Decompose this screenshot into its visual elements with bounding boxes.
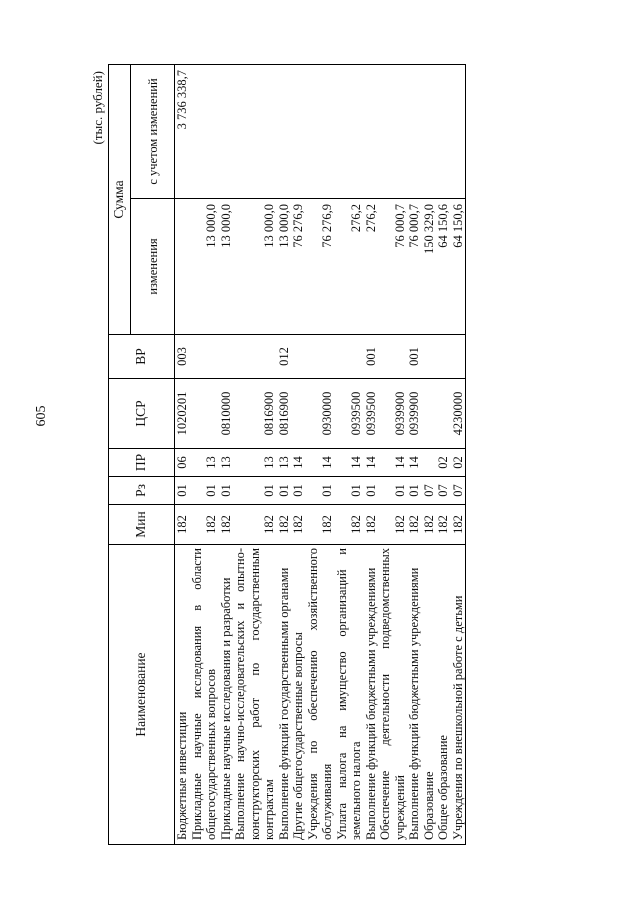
cell-pr: 02 xyxy=(436,449,451,477)
cell-total xyxy=(451,64,466,198)
cell-name: Выполнение функций бюджетными учреждениями xyxy=(407,545,422,845)
table-body xyxy=(175,64,466,844)
cell-vr xyxy=(233,335,277,379)
cell-total xyxy=(233,64,277,198)
cell-rz: 01 xyxy=(306,477,335,505)
table-row xyxy=(277,64,292,844)
cell-min: 182 xyxy=(306,505,335,545)
header-min: Мин xyxy=(109,505,175,545)
cell-min: 182 xyxy=(233,505,277,545)
cell-vr xyxy=(378,335,407,379)
cell-changes: 13 000,0 xyxy=(277,199,292,335)
table-row xyxy=(422,64,437,844)
cell-rz: 07 xyxy=(422,477,437,505)
header-rz: Рз xyxy=(109,477,175,505)
cell-rz: 01 xyxy=(190,477,219,505)
cell-min: 182 xyxy=(364,505,379,545)
cell-changes: 13 000,0 xyxy=(219,199,234,335)
cell-csr: 1020201 xyxy=(175,379,190,449)
cell-csr: 0939500 xyxy=(335,379,364,449)
table-row xyxy=(378,64,407,844)
cell-csr: 0816900 xyxy=(233,379,277,449)
cell-rz: 07 xyxy=(451,477,466,505)
table-row xyxy=(335,64,364,844)
rotated-page-content xyxy=(90,65,630,845)
cell-min: 182 xyxy=(378,505,407,545)
cell-vr xyxy=(306,335,335,379)
cell-pr: 14 xyxy=(335,449,364,477)
table-row xyxy=(306,64,335,844)
cell-rz: 01 xyxy=(277,477,292,505)
cell-name: Бюджетные инвестиции xyxy=(175,545,190,845)
cell-name: Прикладные научные исследования и разработки xyxy=(219,545,234,845)
cell-rz: 01 xyxy=(378,477,407,505)
cell-csr: 0939900 xyxy=(378,379,407,449)
cell-rz: 01 xyxy=(335,477,364,505)
cell-min: 182 xyxy=(451,505,466,545)
cell-pr: 06 xyxy=(175,449,190,477)
cell-total xyxy=(277,64,292,198)
table-row xyxy=(407,64,422,844)
table-row xyxy=(233,64,277,844)
cell-name: Общее образование xyxy=(436,545,451,845)
cell-rz: 01 xyxy=(219,477,234,505)
cell-pr: 13 xyxy=(233,449,277,477)
cell-vr: 012 xyxy=(277,335,292,379)
header-changes: изменения xyxy=(131,199,175,335)
cell-total xyxy=(190,64,219,198)
units-label: (тыс. рублей) xyxy=(90,71,105,145)
cell-vr: 003 xyxy=(175,335,190,379)
cell-rz: 01 xyxy=(364,477,379,505)
cell-total: 3 736 338,7 xyxy=(175,64,190,198)
cell-total xyxy=(436,64,451,198)
cell-pr: 13 xyxy=(219,449,234,477)
cell-vr xyxy=(436,335,451,379)
cell-vr xyxy=(219,335,234,379)
cell-changes: 76 276,9 xyxy=(291,199,306,335)
header-csr: ЦСР xyxy=(109,379,175,449)
cell-min: 182 xyxy=(190,505,219,545)
cell-changes: 13 000,0 xyxy=(233,199,277,335)
table-row xyxy=(436,64,451,844)
cell-csr: 0939900 xyxy=(407,379,422,449)
cell-changes: 150 329,0 xyxy=(422,199,437,335)
cell-csr xyxy=(422,379,437,449)
cell-name: Другие общегосударственные вопросы xyxy=(291,545,306,845)
table-row xyxy=(451,64,466,844)
cell-name: Образование xyxy=(422,545,437,845)
cell-pr: 14 xyxy=(364,449,379,477)
cell-name: Выполнение научно-исследовательских и опытно-конструкторских работ по государственным контрактам xyxy=(233,545,277,845)
cell-pr: 14 xyxy=(306,449,335,477)
table-row xyxy=(175,64,190,844)
header-with-changes: с учетом изменений xyxy=(131,64,175,198)
cell-changes: 276,2 xyxy=(335,199,364,335)
cell-total xyxy=(335,64,364,198)
cell-changes: 76 000,7 xyxy=(407,199,422,335)
cell-pr: 14 xyxy=(378,449,407,477)
cell-min: 182 xyxy=(175,505,190,545)
cell-csr xyxy=(190,379,219,449)
cell-csr: 4230000 xyxy=(451,379,466,449)
cell-vr xyxy=(422,335,437,379)
table-row xyxy=(364,64,379,844)
cell-changes: 13 000,0 xyxy=(190,199,219,335)
cell-name: Выполнение функций государственными органами xyxy=(277,545,292,845)
cell-rz: 01 xyxy=(291,477,306,505)
cell-rz: 01 xyxy=(175,477,190,505)
cell-changes: 64 150,6 xyxy=(436,199,451,335)
cell-min: 182 xyxy=(219,505,234,545)
cell-csr: 0939500 xyxy=(364,379,379,449)
cell-total xyxy=(407,64,422,198)
cell-total xyxy=(291,64,306,198)
cell-name: Прикладные научные исследования в области общегосударственных вопросов xyxy=(190,545,219,845)
cell-name: Уплата налога на имущество организаций и земельного налога xyxy=(335,545,364,845)
cell-name: Учреждения по внешкольной работе с детьми xyxy=(451,545,466,845)
cell-vr: 001 xyxy=(364,335,379,379)
cell-rz: 07 xyxy=(436,477,451,505)
cell-pr xyxy=(422,449,437,477)
cell-csr: 0810000 xyxy=(219,379,234,449)
cell-changes xyxy=(175,199,190,335)
cell-pr: 14 xyxy=(407,449,422,477)
cell-name: Выполнение функций бюджетными учреждениями xyxy=(364,545,379,845)
cell-csr: 0930000 xyxy=(306,379,335,449)
page-number: 605 xyxy=(34,405,49,427)
cell-min: 182 xyxy=(422,505,437,545)
cell-csr xyxy=(291,379,306,449)
cell-vr xyxy=(190,335,219,379)
cell-total xyxy=(378,64,407,198)
cell-vr: 001 xyxy=(407,335,422,379)
cell-vr xyxy=(291,335,306,379)
cell-name: Учреждения по обеспечению хозяйственного обслуживания xyxy=(306,545,335,845)
cell-vr xyxy=(335,335,364,379)
cell-vr xyxy=(451,335,466,379)
table-row xyxy=(219,64,234,844)
table-row xyxy=(291,64,306,844)
cell-pr: 14 xyxy=(291,449,306,477)
cell-total xyxy=(219,64,234,198)
cell-changes: 276,2 xyxy=(364,199,379,335)
cell-csr: 0816900 xyxy=(277,379,292,449)
cell-min: 182 xyxy=(436,505,451,545)
table-header xyxy=(109,64,175,844)
cell-rz: 01 xyxy=(407,477,422,505)
cell-total xyxy=(422,64,437,198)
cell-pr: 13 xyxy=(277,449,292,477)
cell-changes: 76 276,9 xyxy=(306,199,335,335)
header-pr: ПР xyxy=(109,449,175,477)
cell-pr: 02 xyxy=(451,449,466,477)
cell-changes: 64 150,6 xyxy=(451,199,466,335)
cell-csr xyxy=(436,379,451,449)
table-row xyxy=(190,64,219,844)
cell-min: 182 xyxy=(277,505,292,545)
cell-total xyxy=(364,64,379,198)
cell-min: 182 xyxy=(407,505,422,545)
cell-changes: 76 000,7 xyxy=(378,199,407,335)
cell-min: 182 xyxy=(335,505,364,545)
cell-min: 182 xyxy=(291,505,306,545)
header-sum: Сумма xyxy=(109,64,131,334)
cell-total xyxy=(306,64,335,198)
cell-pr: 13 xyxy=(190,449,219,477)
budget-table xyxy=(108,64,466,845)
cell-rz: 01 xyxy=(233,477,277,505)
header-name: Наименование xyxy=(109,545,175,845)
header-vr: ВР xyxy=(109,335,175,379)
cell-name: Обеспечение деятельности подведомственных учреждений xyxy=(378,545,407,845)
